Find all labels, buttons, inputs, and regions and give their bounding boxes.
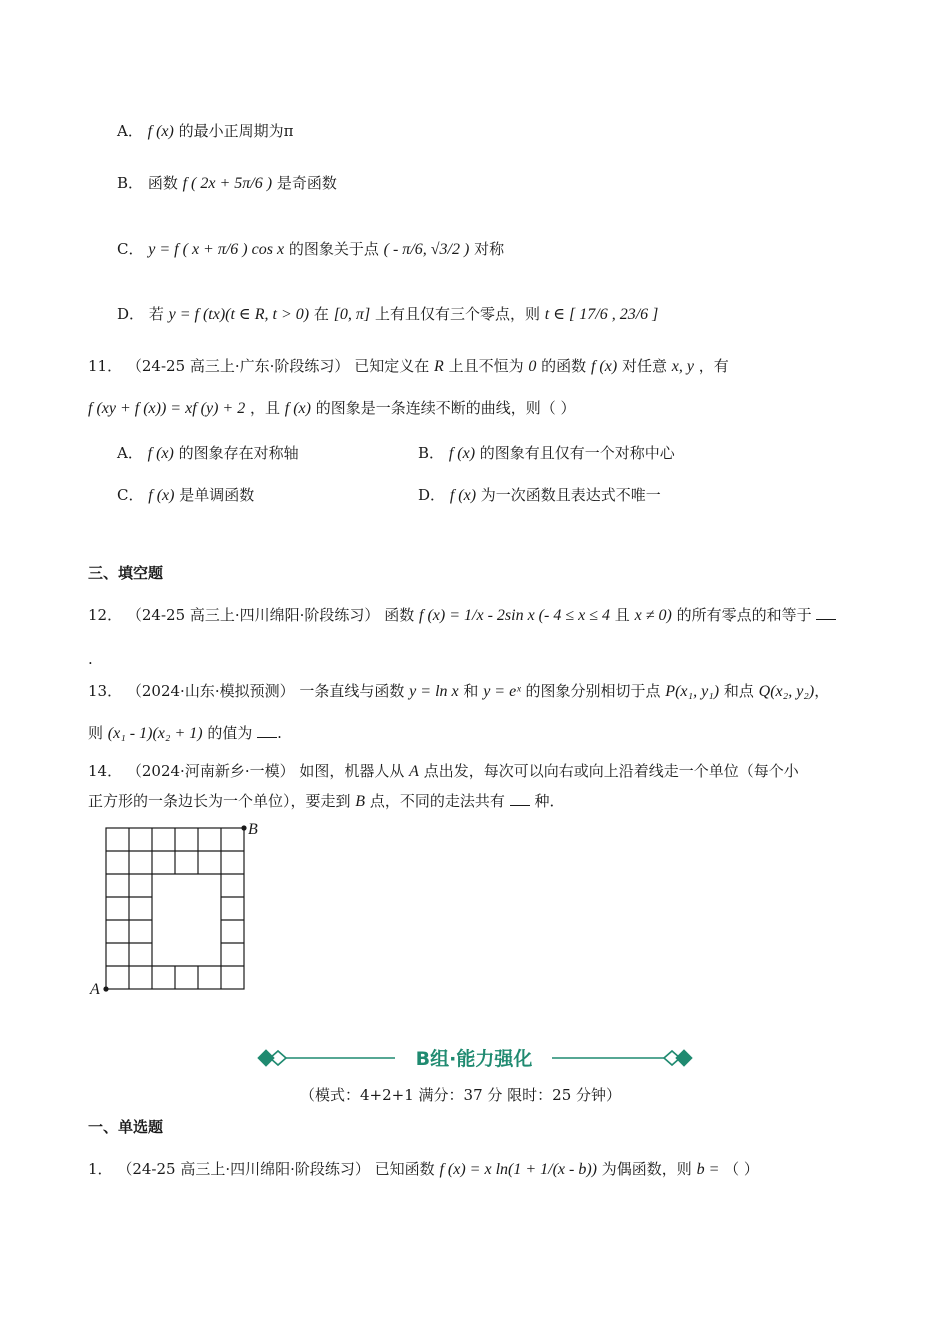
stem-text: 和点	[723, 682, 754, 700]
q10-option-a[interactable]	[117, 120, 293, 143]
exam-meta: （模式：4+2+1 满分：37 分 限时：25 分钟）	[300, 1086, 622, 1104]
answer-blank[interactable]	[257, 723, 277, 738]
question-number: 14．	[88, 762, 123, 780]
option-label: C．	[117, 240, 144, 258]
question-source: （2024·河南新乡·一模）	[126, 762, 295, 780]
option-text: 为一次函数且表达式不唯一	[480, 486, 661, 504]
option-label: A．	[117, 122, 143, 140]
q12-stem	[88, 604, 836, 627]
option-text: 的图象存在对称轴	[178, 444, 299, 462]
math-expression: f (x)	[449, 487, 477, 504]
answer-blank[interactable]	[510, 791, 530, 806]
option-label: B．	[117, 174, 144, 192]
q12-tail: .	[88, 650, 93, 668]
math-expression: y = f (tx)(t ∈ R, t > 0)	[168, 306, 310, 323]
question-source: （2024·山东·模拟预测）	[126, 682, 295, 700]
math-expression: x, y	[671, 358, 694, 375]
stem-text: 的所有零点的和等于	[676, 606, 812, 624]
q10-option-c[interactable]	[117, 238, 504, 261]
stem-text: 一条直线与函数	[299, 682, 405, 700]
option-label: A．	[117, 444, 143, 462]
option-text: 的最小正周期为π	[178, 122, 294, 140]
point-a-dot	[103, 986, 108, 991]
math-expression: f (x) = 1/x - 2sin x (- 4 ≤ x ≤ 4	[419, 607, 610, 624]
section-banner	[250, 1040, 700, 1076]
question-source: （24-25 高三上·四川绵阳·阶段练习）	[126, 606, 380, 624]
q11-stem-line2	[88, 397, 576, 420]
math-expression: t ∈ [ 17/6 , 23/6 ]	[544, 306, 659, 323]
option-text: 若	[148, 305, 164, 323]
stem-text: 如图，机器人从	[299, 762, 405, 780]
option-text: 的图象关于点	[288, 240, 379, 258]
option-label: C．	[117, 486, 144, 504]
option-label: B．	[418, 444, 445, 462]
question-source: （24-25 高三上·四川绵阳·阶段练习）	[117, 1160, 370, 1178]
stem-text: 已知函数	[374, 1160, 435, 1178]
question-number: 12．	[88, 606, 123, 624]
stem-text: 正方形的一条边长为一个单位），要走到	[88, 792, 351, 810]
q11-option-d[interactable]	[418, 484, 661, 507]
banner-title: B组·能力强化	[415, 1048, 533, 1070]
math-expression: Q(x₂, y₂)	[758, 683, 815, 700]
diamond-right-icon	[676, 1050, 692, 1066]
answer-blank[interactable]	[816, 605, 836, 620]
answer-paren[interactable]: （ ）	[724, 1160, 759, 1178]
math-expression: f (x)	[147, 445, 174, 462]
stem-text: 的函数	[541, 357, 587, 375]
option-text: 上有且仅有三个零点，则	[374, 305, 540, 323]
diamond-left-icon	[258, 1050, 274, 1066]
grid-label-a: A	[90, 981, 100, 998]
q13-stem-line2	[88, 722, 282, 745]
option-text: 的图象有且仅有一个对称中心	[479, 444, 675, 462]
q11-option-a[interactable]	[117, 442, 299, 465]
section-title: 三、填空题	[88, 564, 164, 582]
grid-figure	[86, 818, 276, 1000]
option-label: D．	[117, 305, 145, 323]
stem-text: 则	[88, 724, 104, 742]
math-expression: x ≠ 0)	[634, 607, 672, 624]
math-expression: [0, π]	[333, 306, 371, 323]
option-text: 函数	[147, 174, 178, 192]
option-label: D．	[418, 486, 446, 504]
stem-text: 已知定义在	[354, 357, 430, 375]
option-text: 是单调函数	[179, 486, 255, 504]
q11-stem-line1	[88, 355, 729, 378]
stem-text: ，有	[698, 357, 729, 375]
math-expression: f (x)	[147, 123, 174, 140]
math-expression: (x₁ - 1)(x₂ + 1)	[107, 725, 203, 742]
stem-text: 点出发，每次可以向右或向上沿着线走一个单位（每个小	[423, 762, 799, 780]
stem-text: ，	[814, 682, 830, 700]
stem-text: .	[277, 724, 282, 742]
stem-text: 函数	[384, 606, 415, 624]
math-expression: P(x₁, y₁)	[665, 683, 720, 700]
stem-text: 且	[614, 606, 630, 624]
math-expression: f (x) = x ln(1 + 1/(x - b))	[439, 1161, 597, 1178]
q10-option-d[interactable]	[117, 303, 658, 326]
point-label: A	[409, 763, 419, 780]
math-expression: f (x)	[448, 445, 476, 462]
stem-text: 点，不同的走法共有	[369, 792, 505, 810]
math-expression: f (xy + f (x)) = xf (y) + 2	[88, 400, 246, 417]
point-b-dot	[241, 825, 246, 830]
question-number: 1．	[88, 1160, 113, 1178]
math-expression: b =	[696, 1161, 720, 1178]
q11-option-c[interactable]	[117, 484, 254, 507]
q13-stem-line1	[88, 680, 829, 703]
math-expression: y = ln x	[409, 683, 459, 700]
option-text: 是奇函数	[276, 174, 337, 192]
math-expression: f ( 2x + 5π/6 )	[182, 175, 273, 192]
stem-text: 对任意	[621, 357, 667, 375]
math-expression: f (x)	[590, 358, 618, 375]
stem-text: ，且	[249, 399, 280, 417]
stem-text: 为偶函数，则	[601, 1160, 692, 1178]
point-label: B	[355, 793, 366, 810]
math-symbol: 0	[528, 358, 537, 375]
math-expression: f (x)	[284, 400, 311, 417]
section-title: 一、单选题	[88, 1118, 164, 1136]
question-source: （24-25 高三上·广东·阶段练习）	[126, 357, 350, 375]
q14-stem-line1	[88, 760, 799, 783]
math-expression: y = f ( x + π/6 ) cos x	[148, 241, 285, 258]
q11-option-b[interactable]	[418, 442, 675, 465]
math-expression: f (x)	[148, 487, 175, 504]
stem-text: 上且不恒为	[448, 357, 524, 375]
q10-option-b[interactable]	[117, 172, 337, 195]
stem-text: 的图象是一条连续不断的曲线，则（ ）	[315, 399, 576, 417]
stem-text: 和	[463, 682, 479, 700]
math-expression: ( - π/6, √3/2 )	[383, 241, 470, 258]
question-number: 13．	[88, 682, 123, 700]
option-text: 在	[313, 305, 329, 323]
math-symbol: R	[434, 358, 444, 375]
q1-stem	[88, 1158, 759, 1181]
grid-label-b: B	[248, 821, 258, 838]
grid-lines	[106, 828, 244, 989]
stem-text: 的图象分别相切于点	[525, 682, 661, 700]
question-number: 11．	[88, 357, 123, 375]
stem-text: 的值为	[207, 724, 253, 742]
stem-text: 种．	[534, 792, 565, 810]
option-text: 对称	[474, 240, 505, 258]
math-expression: y = eˣ	[483, 683, 521, 700]
q14-stem-line2	[88, 790, 564, 813]
